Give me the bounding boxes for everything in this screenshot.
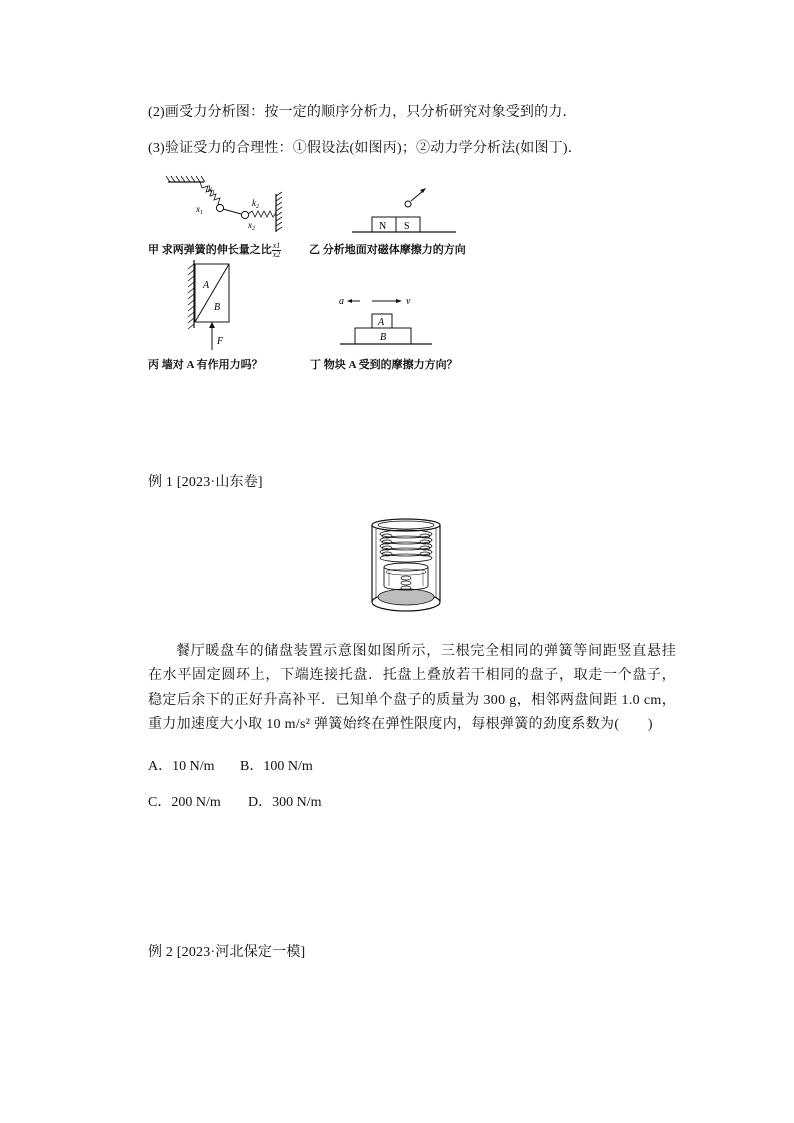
accel-a-label: a [339,296,344,307]
option-b[interactable]: B．100 N/m [240,759,313,774]
label-k2: k [252,198,256,208]
figure-yi-magnet [350,182,460,237]
caption-ding: 丁 物块 A 受到的摩擦力方向？ [310,359,458,371]
label-k2-sub: 2 [256,204,259,210]
plate-warmer-figure [365,516,447,616]
label-x2: x [248,220,252,230]
label-k1-sub: 1 [212,190,215,196]
label-x1: x [196,204,200,214]
svg-text:k2 [252,198,259,210]
stacked-block-a: A [378,317,385,328]
option-d[interactable]: D．300 N/m [248,795,322,810]
intro-line-3: (3)验证受力的合理性：①假设法(如图丙)；②动力学分析法(如图丁)． [148,141,582,156]
caption-jia-fraction [272,242,282,259]
velocity-v-label: v [406,296,411,307]
caption-bing: 丙 墙对 A 有作用力吗？ [148,359,263,371]
svg-text:k1 [208,184,215,196]
stacked-block-b: B [380,332,387,343]
intro-line-2: (2)画受力分析图：按一定的顺序分析力，只分析研究对象受到的力． [148,105,577,120]
figure-bing-wall [178,258,248,354]
block-a-label: A [203,280,210,291]
label-k1: k [208,184,212,194]
label-x2-sub: 2 [252,226,255,232]
magnet-s-label: S [404,221,410,232]
caption-yi: 乙 分析地面对磁体摩擦力的方向 [309,244,466,256]
options-row-1 [148,755,313,775]
example-1-stem: 餐厅暖盘车的储盘装置示意图如图所示，三根完全相同的弹簧等间距竖直悬挂在水平固定圆环上，下端连接托盘．托盘上叠放若干相同的盘子，取走一个盘子，稳定后余下的正好升高补平．已知单个盘子的质量为 300 g，相邻两盘间距 1.0 cm，重力加速度大小取 10 m/s² 弹簧始终在弹性限度内，每根弹簧的劲度系数为( ) [148,644,676,732]
caption-jia-text: 甲 求两弹簧的伸长量之比 [148,244,272,256]
magnet-n-label: N [379,221,387,232]
figure-jia-springs [164,172,298,238]
svg-text:x2 [247,220,255,232]
frac-numerator: x1 [272,240,281,250]
options-row-2 [148,791,322,811]
force-f-label: F [217,336,224,347]
example-2-heading: 例 2 [2023·河北保定一模] [148,945,306,960]
option-a[interactable]: A．10 N/m [148,759,215,774]
figure-ding-blocks [336,292,436,352]
frac-denominator: x2 [272,249,281,259]
label-x1-sub: 1 [200,210,203,216]
caption-jia [148,241,281,259]
example-1-heading: 例 1 [2023·山东卷] [148,475,263,490]
svg-text:x1 [195,204,203,216]
block-b-label: B [214,302,221,313]
option-c[interactable]: C．200 N/m [148,795,221,810]
